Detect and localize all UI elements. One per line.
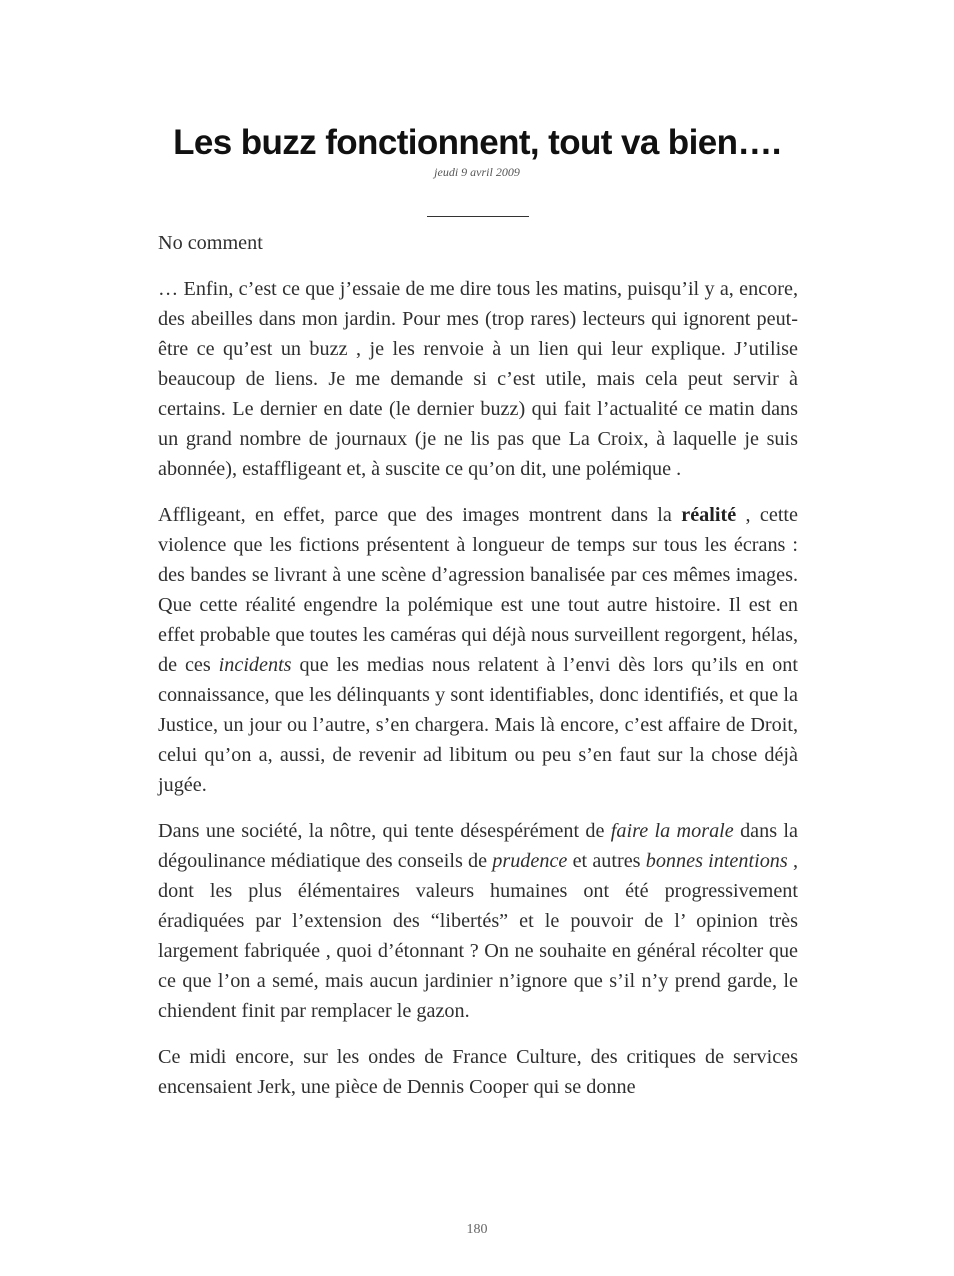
title-divider xyxy=(427,216,529,217)
paragraph-text: Affligeant, en effet, parce que des images montrent dans la xyxy=(158,504,682,526)
paragraph-text: et autres xyxy=(567,850,646,872)
paragraph-text: Dans une société, la nôtre, qui tente désespérément de xyxy=(158,820,611,842)
emphasis-prudence: prudence xyxy=(492,850,568,872)
paragraph-france-culture: Ce midi encore, sur les ondes de France Culture, des critiques de services encensaient Jerk, une pièce de Dennis Cooper qui se donne xyxy=(158,1046,798,1098)
paragraph-societe xyxy=(158,816,798,1026)
publication-date: jeudi 9 avril 2009 xyxy=(434,165,520,179)
emphasis-realite: réalité xyxy=(681,504,737,526)
emphasis-incidents: incidents xyxy=(218,654,292,676)
page-title: Les buzz fonctionnent, tout va bien…. xyxy=(173,123,781,162)
paragraph-text: que les medias nous relatent à l’envi dès lors qu’ils en ont connaissance, que les délinquants y sont identifiables, donc identifiés, et que la Justice, un jour ou l’autre, s’en chargera. Mais là encore, c’est affaire de Droit, celui qu’on a, aussi, de revenir ad libitum ou peu s’en faut sur la chose déjà jugée. xyxy=(158,654,798,796)
paragraph-text: , dont les plus élémentaires valeurs humaines ont été progressivement éradiquées par l’extension des “libertés” et le pouvoir de l’ opinion très largement fabriquée , quoi d’étonnant ? On ne souhaite en général récolter que ce que l’on a semé, mais aucun jardinier n’ignore que s’il n’y prend garde, le chiendent finit par remplacer le gazon. xyxy=(158,850,798,1022)
paragraph-buzz: … Enfin, c’est ce que j’essaie de me dire tous les matins, puisqu’il y a, encore, des abeilles dans mon jardin. Pour mes (trop rares) lecteurs qui ignorent peut-être ce qu’est un buzz , je les renvoie à un lien qui leur explique. J’utilise beaucoup de liens. Je me demande si c’est utile, mais cela peut servir à certains. Le dernier en date (le dernier buzz) qui fait l’actualité ce matin dans un grand nombre de journaux (je ne lis pas que La Croix, à laquelle je suis abonnée), estaffligeant et, à suscite ce qu’on dit, une polémique . xyxy=(158,278,798,480)
paragraph-text: , cette violence que les fictions présentent à longueur de temps sur tous les écrans : des bandes se livrant à une scène d’agression banalisée par ces mêmes images. Que cette réalité engendre la polémique est une tout autre histoire. Il est en effet probable que toutes les caméras qui déjà nous surveillent regorgent, hélas, de ces xyxy=(158,504,798,676)
paragraph-affligeant xyxy=(158,500,798,800)
page-number: 180 xyxy=(466,1222,488,1237)
paragraph-no-comment: No comment xyxy=(158,232,263,254)
emphasis-faire-la-morale: faire la morale xyxy=(610,820,734,842)
article-body xyxy=(158,228,798,1118)
paragraph-text: dans la dégoulinance médiatique des conseils de xyxy=(158,820,798,872)
emphasis-bonnes-intentions: bonnes intentions xyxy=(645,850,788,872)
